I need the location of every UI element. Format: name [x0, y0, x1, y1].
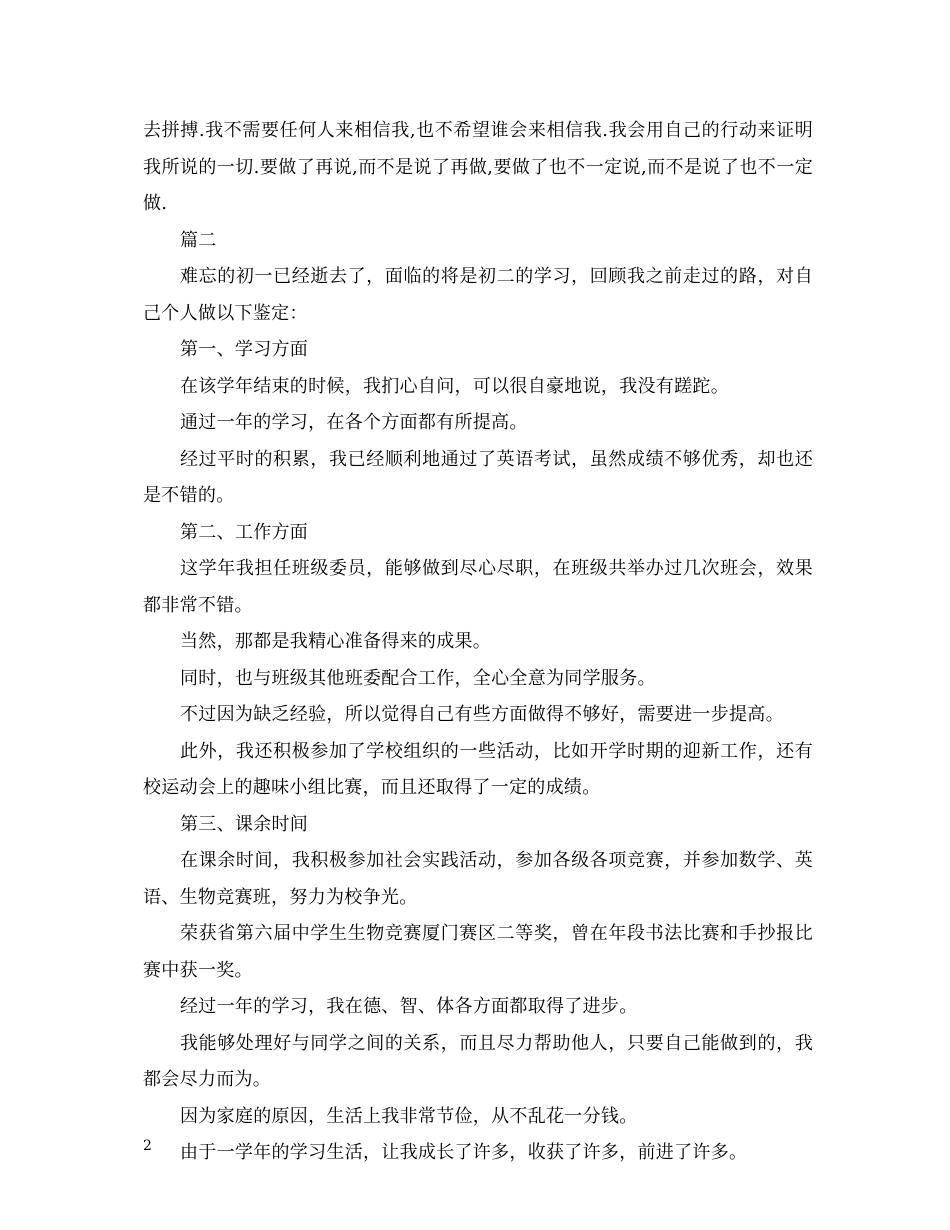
paragraph: 难忘的初一已经逝去了，面临的将是初二的学习，回顾我之前走过的路，对自己个人做以下鉴定：	[143, 266, 813, 324]
page-number: 2	[143, 1138, 152, 1154]
paragraph: 在课余时间，我积极参加社会实践活动，参加各级各项竞赛，并参加数学、英语、生物竞赛班，努力为校争光。	[143, 850, 813, 908]
section-heading: 第三、课余时间	[180, 813, 309, 835]
section-heading: 篇二	[180, 229, 217, 251]
paragraph: 由于一学年的学习生活，让我成长了许多，收获了许多，前进了许多。	[180, 1142, 748, 1163]
paragraph: 因为家庭的原因，生活上我非常节俭，从不乱花一分钱。	[180, 1105, 638, 1127]
paragraph: 我能够处理好与同学之间的关系，而且尽力帮助他人，只要自己能做到的，我都会尽力而为。	[143, 1032, 813, 1090]
paragraph: 当然，那都是我精心准备得来的成果。	[180, 631, 492, 652]
paragraph: 这学年我担任班级委员，能够做到尽心尽职，在班级共举办过几次班会，效果都非常不错。	[143, 558, 813, 616]
paragraph: 去拼搏.我不需要任何人来相信我,也不希望谁会来相信我.我会用自己的行动来证明我所说的一切.要做了再说,而不是说了再做,要做了也不一定说,而不是说了也不一定做.	[143, 120, 813, 214]
paragraph: 通过一年的学习，在各个方面都有所提高。	[180, 412, 528, 433]
document-body	[143, 113, 813, 1172]
paragraph: 不过因为缺乏经验，所以觉得自己有些方面做得不够好，需要进一步提高。	[180, 704, 784, 725]
section-heading: 第二、工作方面	[180, 521, 309, 543]
paragraph: 经过平时的积累，我已经顺利地通过了英语考试，虽然成绩不够优秀，却也还是不错的。	[143, 448, 813, 506]
paragraph: 在该学年结束的时候，我扪心自问，可以很自豪地说，我没有蹉跎。	[180, 375, 729, 397]
section-heading: 第一、学习方面	[180, 339, 309, 360]
paragraph: 荣获省第六届中学生生物竞赛厦门赛区二等奖，曾在年段书法比赛和手抄报比赛中获一奖。	[143, 923, 813, 981]
paragraph: 经过一年的学习，我在德、智、体各方面都取得了进步。	[180, 996, 638, 1017]
paragraph: 同时，也与班级其他班委配合工作，全心全意为同学服务。	[180, 667, 656, 689]
paragraph: 此外，我还积极参加了学校组织的一些活动，比如开学时期的迎新工作，还有校运动会上的趣味小组比赛，而且还取得了一定的成绩。	[143, 740, 813, 798]
